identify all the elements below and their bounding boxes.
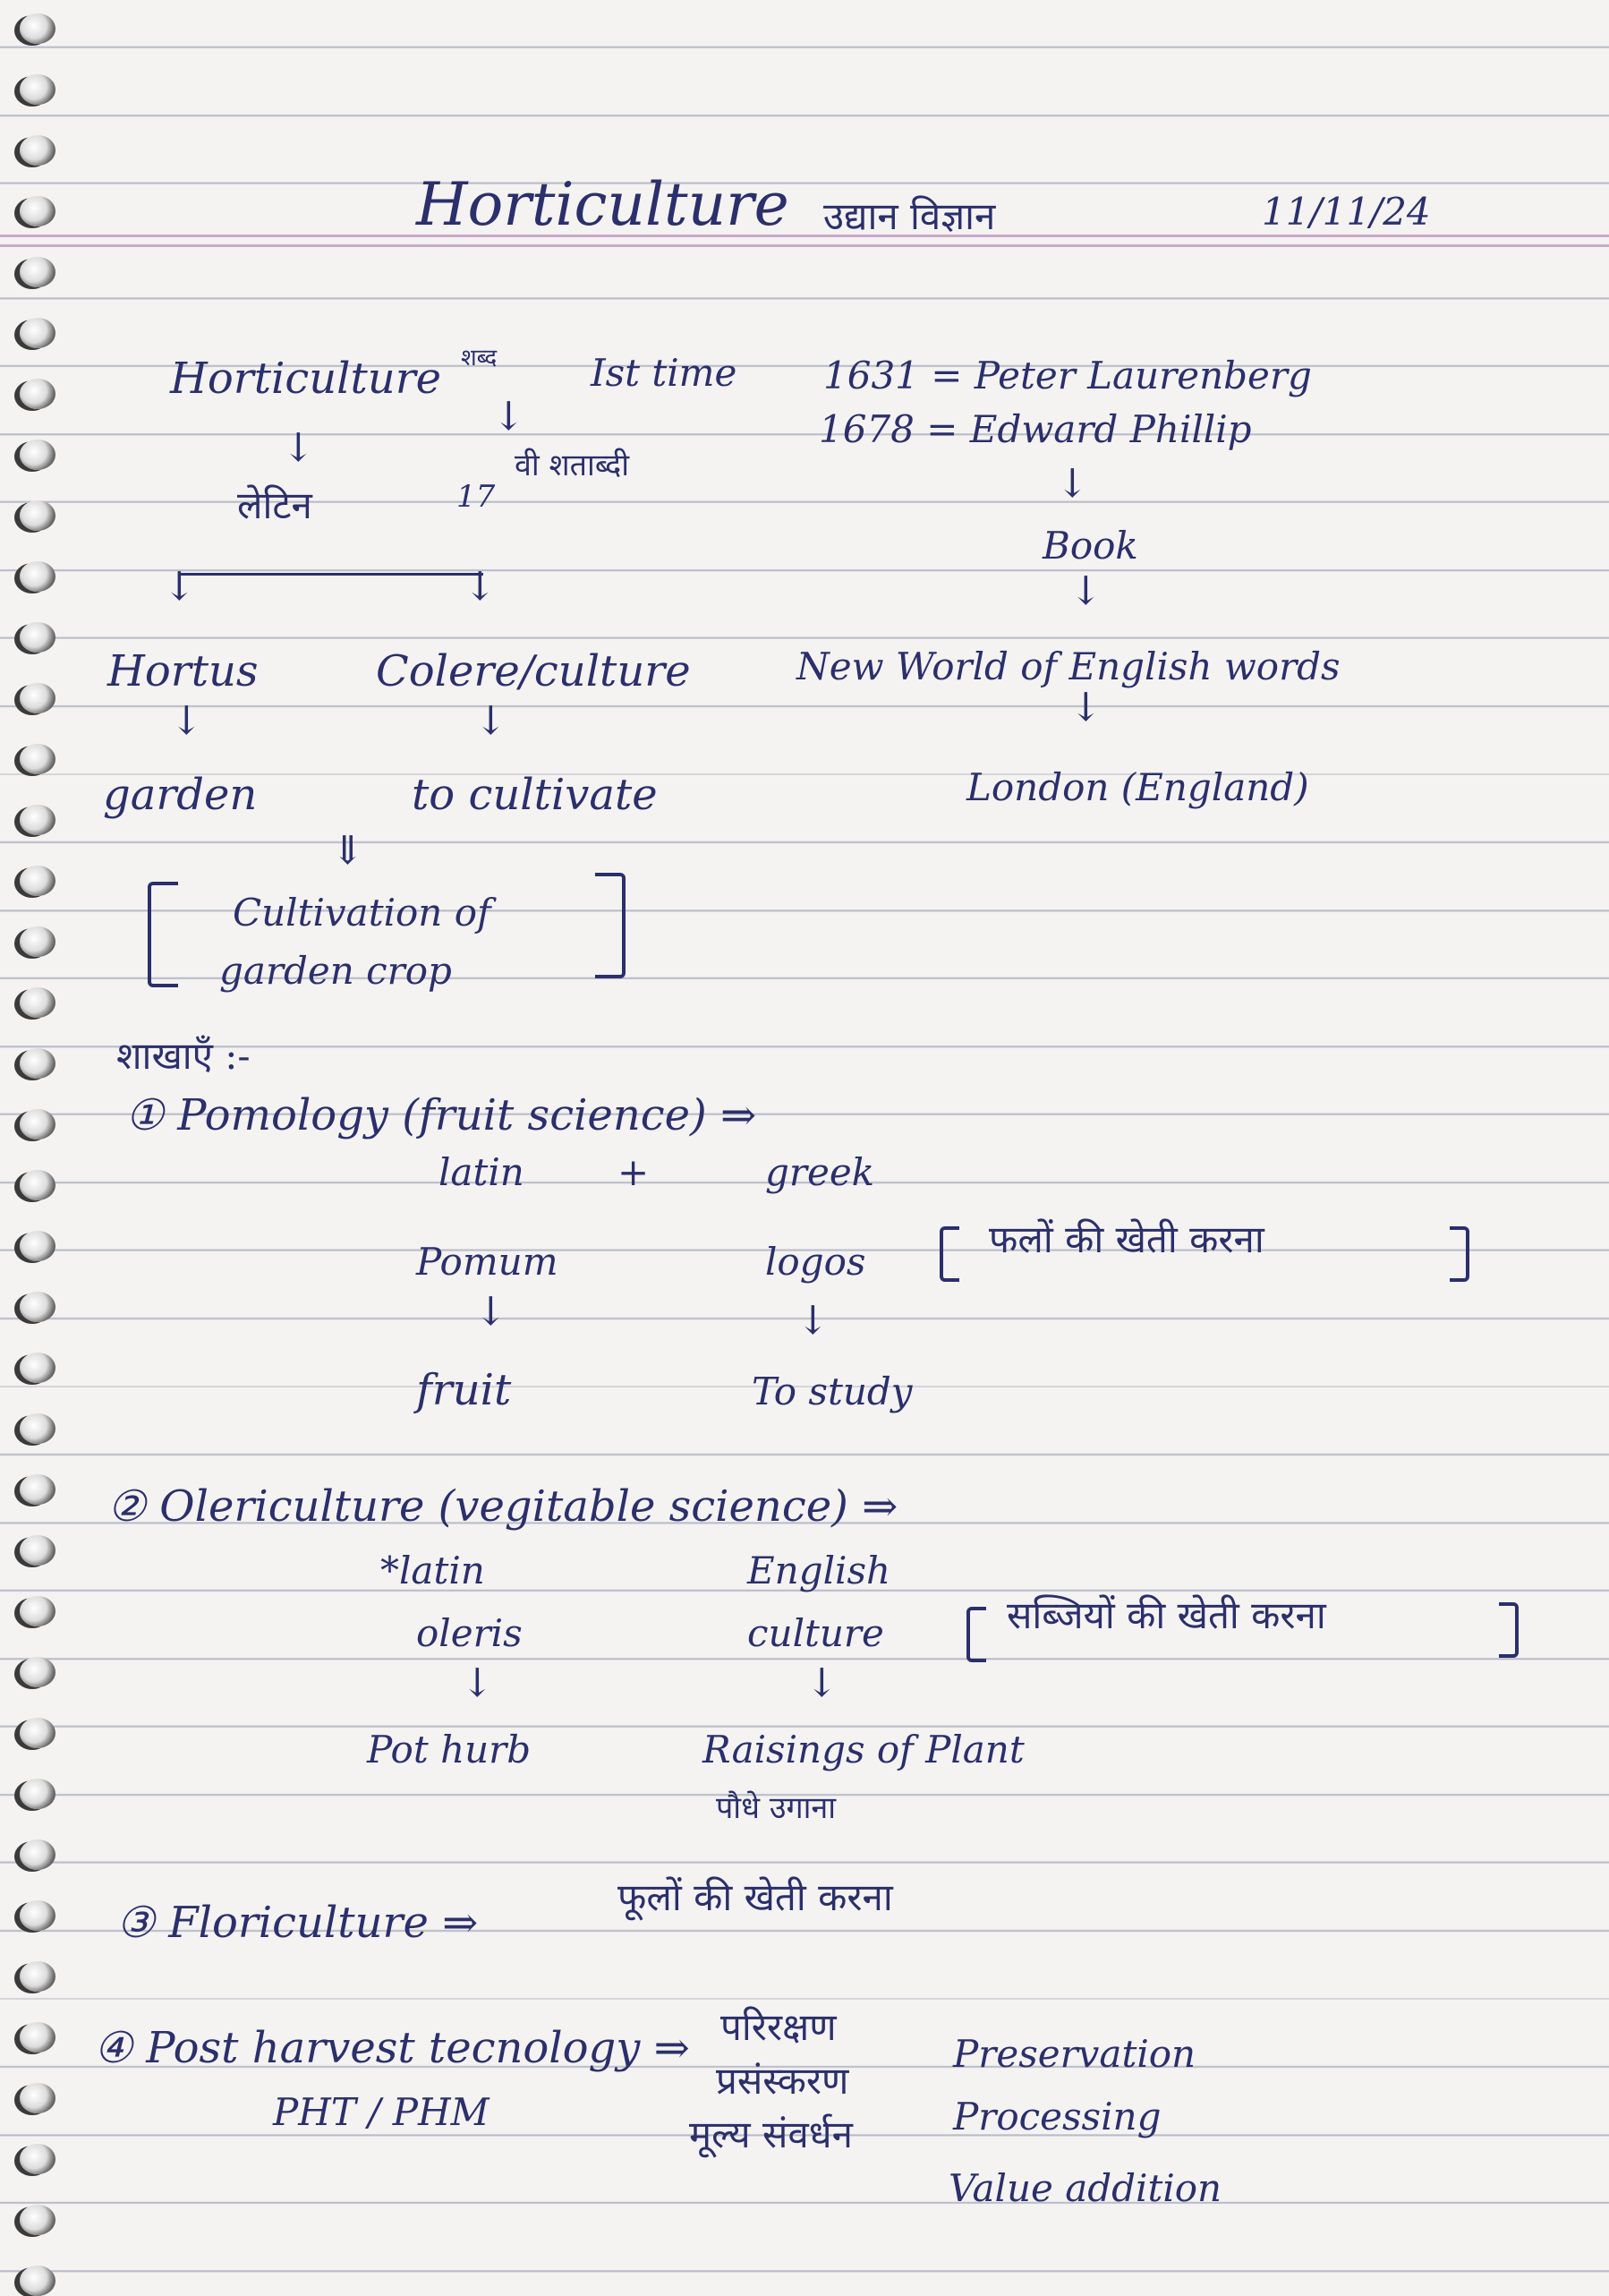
spiral-ring-icon xyxy=(20,74,55,105)
spiral-binding xyxy=(0,0,63,2292)
branch-line xyxy=(179,573,483,576)
bracket-close xyxy=(595,873,626,978)
first-time: Ist time xyxy=(591,351,737,395)
arrow-down-icon: ↓ xyxy=(464,564,497,610)
spiral-ring-icon xyxy=(20,1900,55,1931)
spiral-ring-icon xyxy=(20,500,55,531)
pht-hindi-2: प्रसंस्करण xyxy=(716,2059,849,2103)
bracket-open xyxy=(940,1226,959,1282)
olericulture-english: English xyxy=(747,1549,891,1592)
spiral-ring-icon xyxy=(20,2144,55,2174)
bracket-close xyxy=(1499,1602,1519,1658)
spiral-ring-icon xyxy=(20,1657,55,1687)
spiral-ring-icon xyxy=(20,257,55,287)
spiral-ring-icon xyxy=(20,1779,55,1809)
pomology-title: ① Pomology (fruit science) ⇒ xyxy=(125,1090,757,1140)
definition-line-2: garden crop xyxy=(219,949,452,993)
spiral-ring-icon xyxy=(20,135,55,166)
pomology-latin-word: Pomum xyxy=(416,1240,558,1284)
spiral-ring-icon xyxy=(20,561,55,592)
root-hortus: Hortus xyxy=(107,646,259,696)
bracket-open xyxy=(148,882,178,987)
spiral-ring-icon xyxy=(20,2205,55,2235)
spiral-ring-icon xyxy=(20,13,55,44)
spiral-ring-icon xyxy=(20,1048,55,1079)
arrow-down-icon: ↓ xyxy=(474,1289,507,1335)
branches-heading: शाखाएँ :- xyxy=(116,1034,251,1078)
word-label: शब्द xyxy=(461,345,498,371)
arrow-down-icon: ↓ xyxy=(1069,568,1102,614)
pomology-greek-word: logos xyxy=(765,1240,866,1284)
spiral-ring-icon xyxy=(20,1961,55,1992)
spiral-ring-icon xyxy=(20,1474,55,1505)
book-title: New World of English words xyxy=(796,644,1341,688)
bracket-open xyxy=(966,1607,986,1662)
spiral-ring-icon xyxy=(20,1231,55,1261)
pht-hindi-3: मूल्य संवर्धन xyxy=(689,2112,853,2156)
pomology-note: फलों की खेती करना xyxy=(989,1217,1264,1261)
definition-line-1: Cultivation of xyxy=(233,891,491,935)
pomology-plus: + xyxy=(617,1150,650,1194)
olericulture-english-word: culture xyxy=(747,1611,884,1655)
book-label: Book xyxy=(1043,524,1138,568)
latin-label: लेटिन xyxy=(237,483,312,527)
olericulture-latin-word: oleris xyxy=(416,1611,523,1655)
pomology-greek: greek xyxy=(765,1150,875,1194)
spiral-ring-icon xyxy=(20,1839,55,1870)
olericulture-title: ② Olericulture (vegitable science) ⇒ xyxy=(107,1481,898,1532)
spiral-ring-icon xyxy=(20,1292,55,1322)
olericulture-english-meaning: Raisings of Plant xyxy=(702,1728,1025,1771)
bracket-close xyxy=(1450,1226,1469,1282)
century-number: 17 xyxy=(456,479,496,515)
spiral-ring-icon xyxy=(20,926,55,957)
arrow-down-icon: ↓ xyxy=(170,698,203,744)
floriculture-title: ③ Floriculture ⇒ xyxy=(116,1898,479,1948)
page-title-hindi: उद्यान विज्ञान xyxy=(823,194,996,238)
spiral-ring-icon xyxy=(20,987,55,1018)
pht-english-2: Processing xyxy=(953,2095,1162,2138)
spiral-ring-icon xyxy=(20,805,55,835)
olericulture-latin-meaning: Pot hurb xyxy=(367,1728,532,1771)
spiral-ring-icon xyxy=(20,1109,55,1139)
spiral-ring-icon xyxy=(20,1170,55,1200)
pomology-latin: latin xyxy=(438,1150,524,1194)
page-date: 11/11/24 xyxy=(1262,190,1431,234)
arrow-down-icon: ↓ xyxy=(163,564,196,610)
pht-hindi-1: परिरक्षण xyxy=(720,2005,837,2049)
double-arrow-down-icon: ⇓ xyxy=(331,828,364,874)
etymology-word: Horticulture xyxy=(170,354,442,404)
spiral-ring-icon xyxy=(20,622,55,653)
spiral-ring-icon xyxy=(20,1535,55,1566)
pht-english-3: Value addition xyxy=(949,2166,1222,2210)
root-hortus-meaning: garden xyxy=(103,770,258,820)
arrow-down-icon: ↓ xyxy=(1056,461,1089,507)
spiral-ring-icon xyxy=(20,318,55,348)
spiral-ring-icon xyxy=(20,1718,55,1748)
year-1631: 1631 = Peter Laurenberg xyxy=(823,354,1312,397)
spiral-ring-icon xyxy=(20,866,55,896)
arrow-down-icon: ↓ xyxy=(461,1660,494,1706)
page-title: Horticulture xyxy=(416,170,789,239)
arrow-down-icon: ↓ xyxy=(1069,685,1102,730)
spiral-ring-icon xyxy=(20,379,55,409)
arrow-down-icon: ↓ xyxy=(474,698,507,744)
spiral-ring-icon xyxy=(20,2022,55,2053)
root-colere: Colere/culture xyxy=(376,646,691,696)
arrow-down-icon: ↓ xyxy=(805,1660,839,1706)
arrow-down-icon: ↓ xyxy=(282,425,315,471)
floriculture-note: फूलों की खेती करना xyxy=(617,1875,893,1919)
spiral-ring-icon xyxy=(20,1353,55,1383)
olericulture-latin: *latin xyxy=(380,1549,485,1592)
spiral-ring-icon xyxy=(20,744,55,774)
book-place: London (England) xyxy=(966,765,1309,809)
arrow-down-icon: ↓ xyxy=(796,1298,830,1344)
root-colere-meaning: to cultivate xyxy=(412,770,658,820)
century-label: वी शताब्दी xyxy=(515,448,630,483)
olericulture-note: सब्जियों की खेती करना xyxy=(1007,1593,1326,1637)
pht-abbr: PHT / PHM xyxy=(273,2090,490,2134)
pomology-greek-meaning: To study xyxy=(752,1370,913,1413)
header-margin-line xyxy=(0,235,1609,247)
arrow-down-icon: ↓ xyxy=(492,394,525,440)
pht-english-1: Preservation xyxy=(953,2032,1196,2076)
spiral-ring-icon xyxy=(20,196,55,226)
spiral-ring-icon xyxy=(20,440,55,470)
pht-title: ④ Post harvest tecnology ⇒ xyxy=(94,2023,690,2073)
pomology-latin-meaning: fruit xyxy=(416,1365,512,1415)
spiral-ring-icon xyxy=(20,1596,55,1626)
olericulture-english-meaning-hindi: पौधे उगाना xyxy=(716,1790,837,1826)
year-1678: 1678 = Edward Phillip xyxy=(819,407,1252,451)
spiral-ring-icon xyxy=(20,1413,55,1444)
spiral-ring-icon xyxy=(20,683,55,713)
spiral-ring-icon xyxy=(20,2083,55,2113)
